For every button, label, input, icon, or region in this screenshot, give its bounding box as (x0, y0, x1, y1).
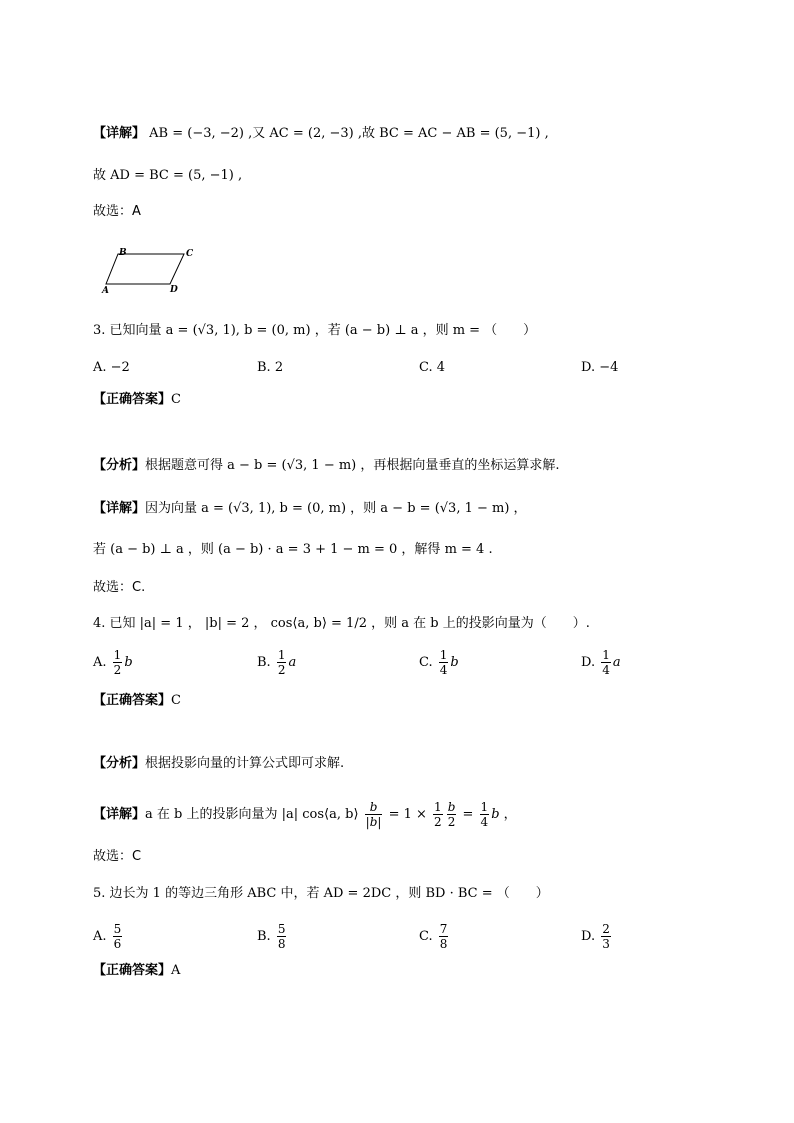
numerator: 5 (277, 922, 286, 936)
q5-option-a-fraction (113, 922, 123, 951)
q4-option-b-letter: B. (257, 655, 271, 670)
q5-stem-text: 5. 边长为 1 的等边三角形 ABC 中，若 AD = 2DC ，则 BD · BC = （ ） (93, 886, 549, 901)
q4-answer-tag: 【正确答案】 (93, 693, 172, 708)
q4-detail-end: ， (499, 807, 517, 822)
q3-option-c[interactable] (419, 358, 445, 378)
detail-tag: 【详解】 (93, 126, 146, 141)
denominator: 2 (277, 663, 286, 677)
q5-answer-value: A (171, 963, 181, 978)
q3-option-a[interactable] (93, 358, 130, 378)
half-fraction (433, 800, 443, 829)
q4-analysis-text: 根据投影向量的计算公式即可求解. (145, 756, 345, 771)
q5-option-b-letter: B. (257, 929, 271, 944)
denominator: 8 (439, 937, 448, 951)
numerator: 1 (277, 648, 286, 662)
q4-answer (93, 691, 181, 711)
q3-option-b-label: B. 2 (257, 360, 284, 375)
q4-option-c-vector: b (450, 655, 459, 670)
q4-detail-tag: 【详解】 (93, 807, 146, 822)
numerator: b (365, 800, 383, 815)
q4-option-d-vector: a (612, 655, 621, 670)
denominator: |b| (365, 815, 382, 829)
denominator: 2 (113, 663, 122, 677)
numerator: 7 (439, 922, 448, 936)
numerator: 1 (602, 648, 610, 662)
denominator: 4 (439, 663, 448, 677)
numerator: 1 (434, 800, 442, 814)
q3-detail-tag: 【详解】 (93, 501, 146, 516)
q3-detail-2 (93, 540, 493, 560)
q4-choice (93, 847, 141, 867)
projection-fraction (365, 800, 383, 829)
detail-text: AB = (−3, −2) ,又 AC = (2, −3) ,故 BC = AC − AB = (5, −1) , (145, 126, 549, 141)
q4-analysis (93, 754, 344, 774)
q3-answer-tag: 【正确答案】 (93, 392, 172, 407)
denominator: 4 (480, 815, 489, 829)
q3-analysis-text: 根据题意可得 a − b = (√3, 1 − m) ，再根据向量垂直的坐标运算求解. (145, 458, 560, 473)
q4-detail-pre: a 在 b 上的投影向量为 |a| cos⟨a, b⟩ (145, 807, 359, 822)
label-c: C (186, 249, 194, 259)
q4-option-a-vector: b (124, 655, 133, 670)
q3-analysis-tag: 【分析】 (93, 458, 146, 473)
q3-option-d-label: D. −4 (581, 360, 619, 375)
denominator: 2 (434, 815, 442, 829)
label-a: A (102, 286, 109, 296)
q5-option-c-fraction (439, 922, 449, 951)
q5-option-a[interactable] (93, 922, 124, 951)
denominator: 2 (447, 815, 456, 829)
choice-text: 故选：A (93, 204, 141, 219)
numerator: 1 (113, 648, 122, 662)
q5-option-a-letter: A. (93, 929, 107, 944)
q4-option-c-fraction (439, 648, 449, 677)
q4-detail: 【详解】a 在 b 上的投影向量为 |a| cos⟨a, b⟩ $\frac{b}{|b|}$ = 1 × $\frac{1}{2}$ $\frac{b}{2}$ = $\frac{1}{4}$ b ， (93, 800, 517, 829)
label-b: B (119, 248, 127, 258)
b-over-2-fraction (447, 800, 457, 829)
q3-stem-text: 3. 已知向量 a = (√3, 1), b = (0, m) ，若 (a − b) ⊥ a ，则 m = （ ） (93, 323, 537, 338)
q3-analysis (93, 456, 560, 476)
q4-detail-post: = 1 × (388, 807, 432, 822)
q5-option-c-letter: C. (419, 929, 433, 944)
quarter-fraction (480, 800, 490, 829)
q3-choice (93, 578, 145, 598)
choice-line (93, 202, 141, 222)
q4-stem-text: 4. 已知 |a| = 1 ， |b| = 2 ， cos⟨a, b⟩ = 1/2 ，则 a 在 b 上的投影向量为（ ）. (93, 616, 590, 631)
q4-analysis-tag: 【分析】 (93, 756, 146, 771)
q3-stem (93, 321, 536, 341)
q4-option-a[interactable] (93, 648, 133, 677)
denominator: 6 (113, 937, 122, 951)
result-vector: b (491, 807, 500, 822)
q3-option-d[interactable] (581, 358, 618, 378)
q3-detail-1 (93, 499, 527, 519)
q5-option-b-fraction (277, 922, 287, 951)
q4-choice-text: 故选：C (93, 849, 142, 864)
denominator: 8 (277, 937, 286, 951)
q5-answer (93, 961, 180, 981)
denominator: 3 (602, 937, 610, 951)
parallelogram-shape (106, 254, 184, 284)
q3-choice-text: 故选：C. (93, 580, 146, 595)
q3-answer (93, 390, 181, 410)
q5-stem (93, 884, 549, 904)
q3-option-a-label: A. −2 (93, 360, 130, 375)
q3-option-c-label: C. 4 (419, 360, 446, 375)
q3-option-b[interactable] (257, 358, 283, 378)
q4-stem (93, 614, 590, 634)
q4-option-c[interactable] (419, 648, 459, 677)
q5-answer-tag: 【正确答案】 (93, 963, 172, 978)
numerator: 1 (439, 648, 448, 662)
q4-option-a-letter: A. (93, 655, 107, 670)
q5-option-d-letter: D. (581, 929, 596, 944)
q4-option-d[interactable] (581, 648, 621, 677)
detail-line-2 (93, 166, 242, 186)
q5-option-d-fraction (601, 922, 611, 951)
q4-option-b-fraction (277, 648, 287, 677)
q3-answer-value: C (171, 392, 181, 407)
q4-option-b-vector: a (288, 655, 297, 670)
label-d: D (170, 285, 178, 295)
q4-option-c-letter: C. (419, 655, 433, 670)
q4-option-d-letter: D. (581, 655, 596, 670)
q3-detail-text-2: 若 (a − b) ⊥ a ，则 (a − b) · a = 3 + 1 − m = 0 ，解得 m = 4 . (93, 542, 493, 557)
numerator: 5 (113, 922, 122, 936)
q5-option-b[interactable] (257, 922, 288, 951)
denominator: 4 (602, 663, 610, 677)
q5-option-c[interactable] (419, 922, 450, 951)
q3-detail-text-1: 因为向量 a = (√3, 1), b = (0, m) ，则 a − b = (√3, 1 − m) ， (145, 501, 527, 516)
q4-option-d-fraction (601, 648, 611, 677)
detail-text: 故 AD = BC = (5, −1) , (93, 168, 243, 183)
q5-option-d[interactable] (581, 922, 613, 951)
numerator: 2 (602, 922, 610, 936)
numerator: b (447, 800, 456, 814)
parallelogram-figure (100, 244, 200, 296)
q4-option-a-fraction (113, 648, 123, 677)
q4-option-b[interactable] (257, 648, 296, 677)
q4-answer-value: C (171, 693, 181, 708)
detail-line-1 (93, 124, 549, 144)
numerator: 1 (480, 800, 489, 814)
